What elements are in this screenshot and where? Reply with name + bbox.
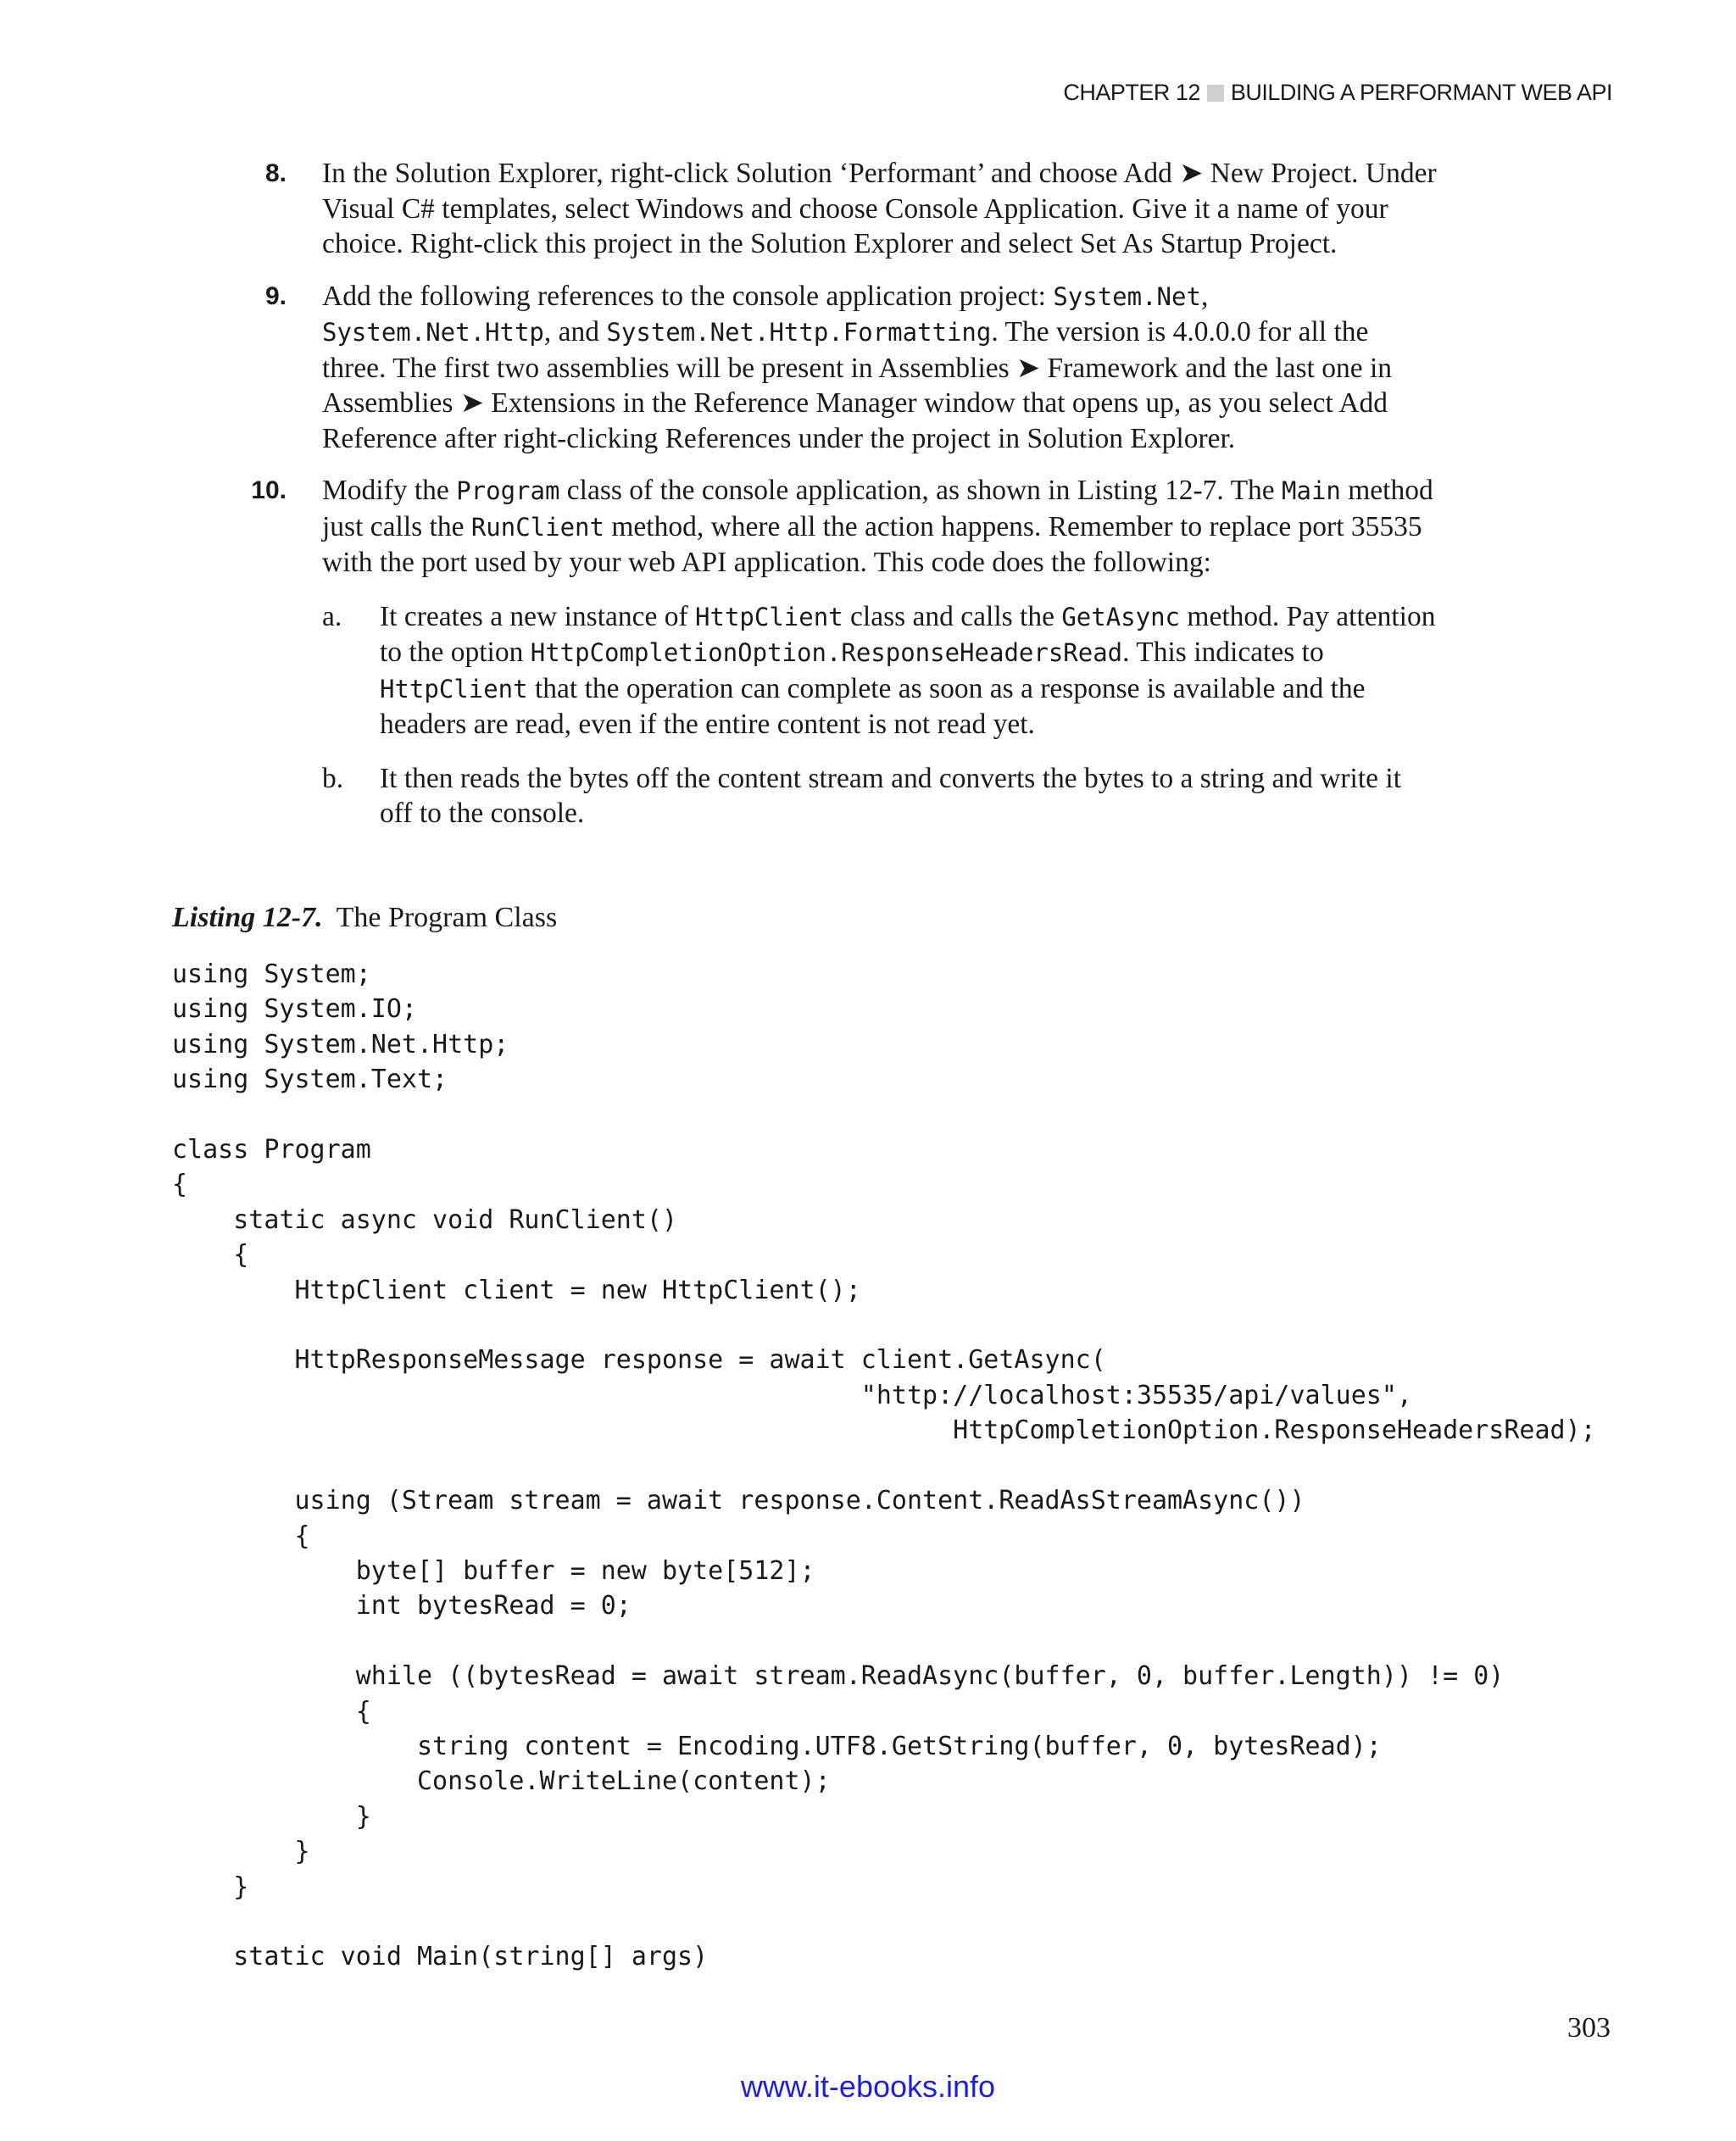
- substep-text: class and calls the: [843, 600, 1062, 632]
- footer-link[interactable]: www.it-ebooks.info: [740, 2069, 996, 2104]
- substep-letter: b.: [322, 762, 344, 794]
- step-text: In the Solution Explorer, right-click Solution ‘Performant’ and choose Add ➤ New Project. Under Visual C# templates, select Windows and choose Console Application. Give it a name of your choice. Right-click this project in the Solution Explorer and select Set As Startup Project.: [322, 158, 1437, 259]
- step-text: . The version is 4.0.0.0 for all the three. The first two assemblies will be present in Assemblies ➤ Framework and the last one in Assemblies ➤ Extensions in the Reference Manager window that opens up, as you select Add Reference after right-clicking References under the project in Solution Explorer.: [322, 316, 1393, 454]
- inline-code: GetAsync: [1061, 602, 1181, 631]
- step-item: [251, 473, 1438, 831]
- inline-code: Program: [456, 476, 560, 505]
- inline-code: System.Net: [1053, 281, 1201, 311]
- inline-code: Main: [1282, 476, 1341, 505]
- substep-list: [322, 599, 1438, 831]
- step-text: ,: [1200, 280, 1209, 312]
- step-item: [251, 279, 1438, 457]
- step-text: class of the console application, as shown in Listing 12-7. The: [559, 475, 1283, 506]
- inline-code: RunClient: [470, 512, 604, 542]
- inline-code: HttpClient: [380, 674, 528, 703]
- instruction-steps: [251, 156, 1438, 850]
- inline-code: HttpClient: [695, 602, 843, 631]
- substep-item: [322, 761, 1438, 831]
- listing-caption: [172, 902, 557, 934]
- step-number: 8.: [264, 159, 287, 187]
- substep-text: It creates a new instance of: [380, 600, 696, 632]
- inline-code: HttpCompletionOption.ResponseHeadersRead: [530, 638, 1123, 667]
- step-text: method just calls the: [322, 475, 1433, 542]
- chapter-title: BUILDING A PERFORMANT WEB API: [1230, 80, 1612, 105]
- chapter-label: CHAPTER 12: [1063, 80, 1200, 105]
- step-item: [251, 156, 1438, 262]
- inline-code: System.Net.Http.Formatting: [606, 318, 992, 347]
- step-text: Modify the: [322, 475, 457, 506]
- step-number: 9.: [264, 281, 287, 310]
- substep-text: . This indicates to: [1122, 637, 1324, 668]
- step-text: method, where all the action happens. Remember to replace port 35535 with the port used by your web API application. This code does the following:: [322, 510, 1422, 578]
- step-text: , and: [543, 316, 607, 348]
- code-listing: using System; using System.IO; using System.Net.Http; using System.Text; class Program { static async void RunClient() { HttpClient client = new HttpClient(); HttpResponseMessage response = await client.GetAsync( "http://localhost:35535/api/values", HttpCompletionOption.ResponseHeadersRead); using (Stream stream = await response.Content.ReadAsStreamAsync()) { byte[] buffer = new byte[512]; int bytesRead = 0; while ((bytesRead = await stream.ReadAsync(buffer, 0, buffer.Length)) != 0) { string content = Encoding.UTF8.GetString(buffer, 0, bytesRead); Console.WriteLine(content); } } } static void Main(string[] args): [172, 959, 1596, 1972]
- substep-letter: a.: [322, 600, 342, 632]
- step-number: 10.: [251, 476, 287, 504]
- substep-text: It then reads the bytes off the content stream and converts the bytes to a string and write it off to the console.: [380, 762, 1402, 829]
- square-separator-icon: [1207, 85, 1224, 102]
- substep-text: that the operation can complete as soon as a response is available and the headers are read, even if the entire content is not read yet.: [380, 672, 1366, 740]
- running-head: [1063, 80, 1612, 106]
- inline-code: System.Net.Http: [322, 318, 544, 347]
- page-number: 303: [1567, 2012, 1611, 2044]
- step-text: Add the following references to the console application project:: [322, 280, 1054, 312]
- substep-item: [322, 599, 1438, 742]
- substep-text: method. Pay attention to the option: [380, 600, 1436, 668]
- listing-title: The Program Class: [336, 902, 558, 933]
- listing-label: Listing 12-7.: [172, 902, 323, 933]
